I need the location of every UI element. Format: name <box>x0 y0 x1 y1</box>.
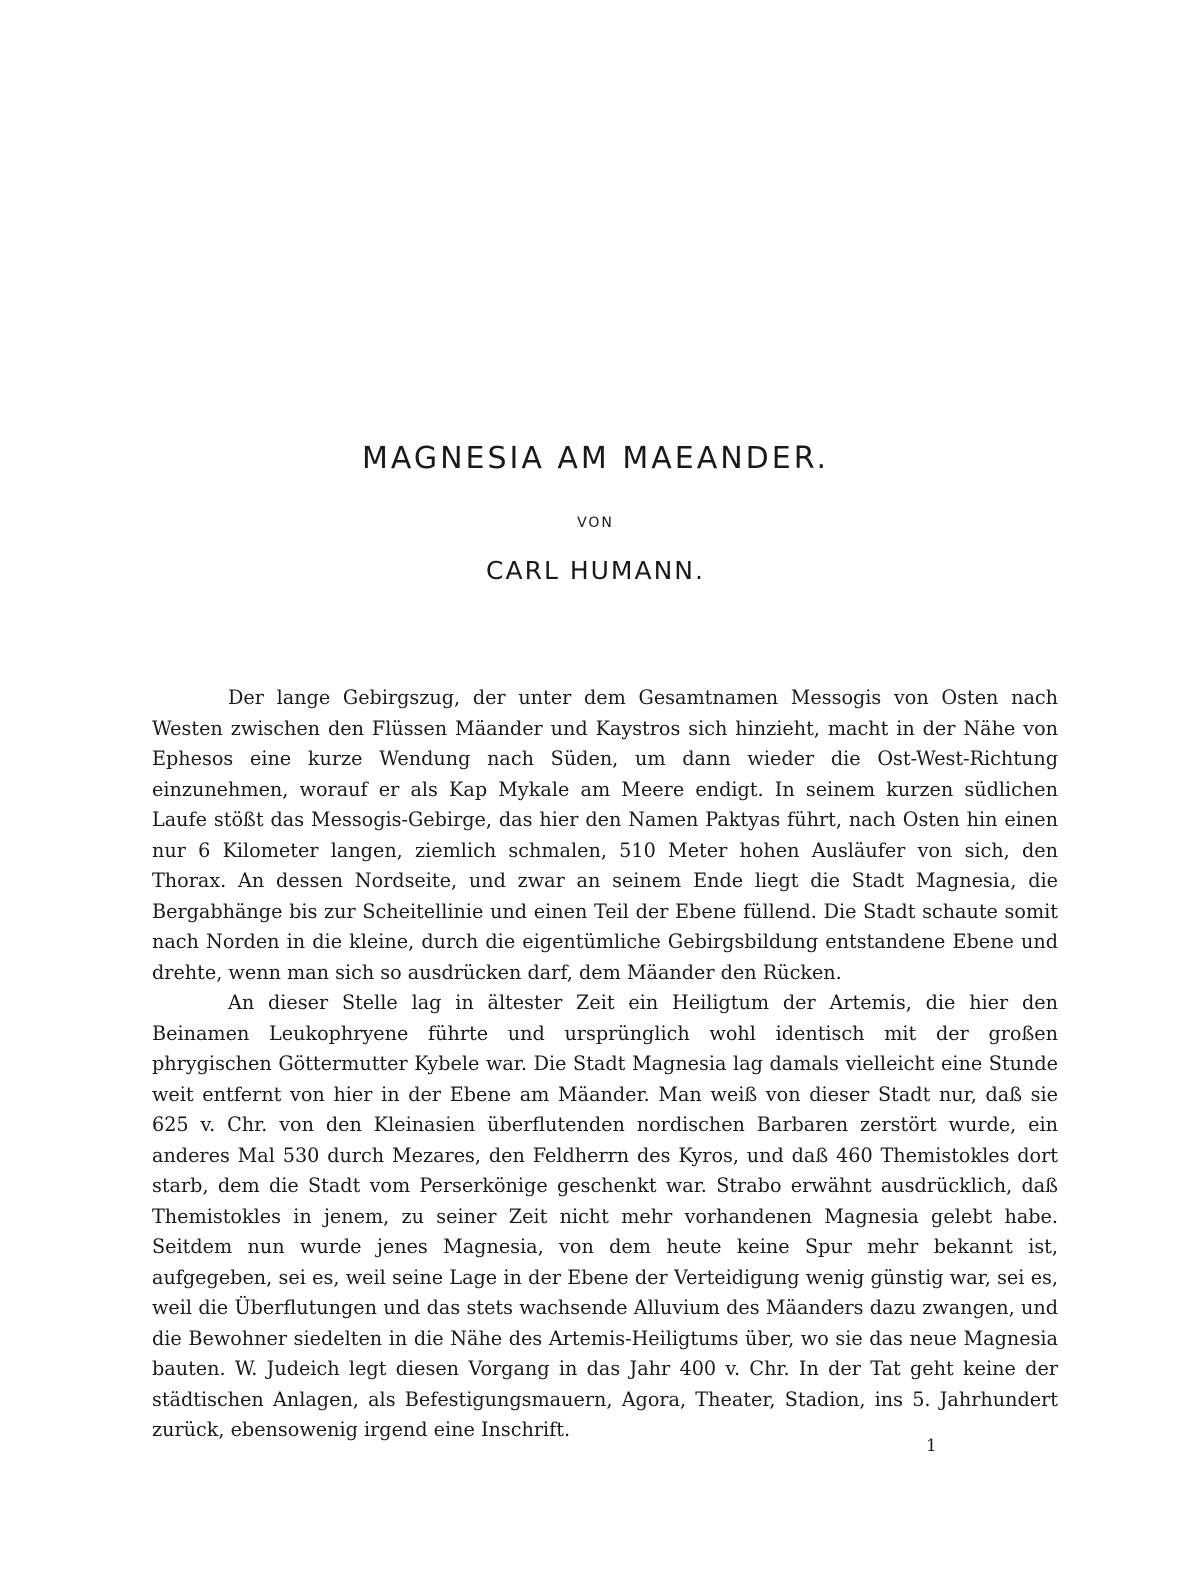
body-text <box>152 683 1058 1446</box>
page-number: 1 <box>926 1436 937 1456</box>
paragraph: An dieser Stelle lag in ältester Zeit ein Heiligtum der Artemis, die hier den Beinamen Leukophryene führte und ursprünglich wohl identisch mit der großen phrygischen Göttermutter Kybele war. Die Stadt Magnesia lag damals vielleicht eine Stunde weit entfernt von hier in der Ebene am Mäander. Man weiß von dieser Stadt nur, daß sie 625 v. Chr. von den Kleinasien überflutenden nordischen Barbaren zerstört wurde, ein anderes Mal 530 durch Mezares, den Feldherrn des Kyros, und daß 460 Themistokles dort starb, dem die Stadt vom Perserkönige geschenkt war. Strabo erwähnt ausdrücklich, daß Themistokles in jenem, zu seiner Zeit nicht mehr vorhandenen Magnesia gelebt habe. Seitdem nun wurde jenes Magnesia, von dem heute keine Spur mehr bekannt ist, aufgegeben, sei es, weil seine Lage in der Ebene der Verteidigung wenig günstig war, sei es, weil die Überflutungen und das stets wachsende Alluvium des Mäanders dazu zwangen, und die Bewohner siedelten in die Nähe des Artemis-Heiligtums über, wo sie das neue Magnesia bauten. W. Judeich legt diesen Vorgang in das Jahr 400 v. Chr. In der Tat geht keine der städtischen Anlagen, als Befestigungsmauern, Agora, Theater, Stadion, ins 5. Jahrhundert zurück, ebensowenig irgend eine Inschrift. <box>152 991 1058 1441</box>
page-title: MAGNESIA AM MAEANDER. <box>361 441 830 476</box>
author-name: CARL HUMANN. <box>486 556 705 585</box>
paragraph: Der lange Gebirgszug, der unter dem Gesamtnamen Messogis von Osten nach Westen zwischen den Flüssen Mäander und Kaystros sich hinzieht, macht in der Nähe von Ephesos eine kurze Wendung nach Süden, um dann wieder die Ost-West-Richtung einzunehmen, worauf er als Kap Mykale am Meere endigt. In seinem kurzen südlichen Laufe stößt das Messogis-Gebirge, das hier den Namen Paktyas führt, nach Osten hin einen nur 6 Kilometer langen, ziemlich schmalen, 510 Meter hohen Ausläufer von sich, den Thorax. An dessen Nordseite, und zwar an seinem Ende liegt die Stadt Magnesia, die Bergabhänge bis zur Scheitellinie und einen Teil der Ebene füllend. Die Stadt schaute somit nach Norden in die kleine, durch die eigentümliche Gebirgsbildung entstandene Ebene und drehte, wenn man sich so ausdrücken darf, dem Mäander den Rücken. <box>152 686 1058 984</box>
byline: VON <box>577 515 614 531</box>
